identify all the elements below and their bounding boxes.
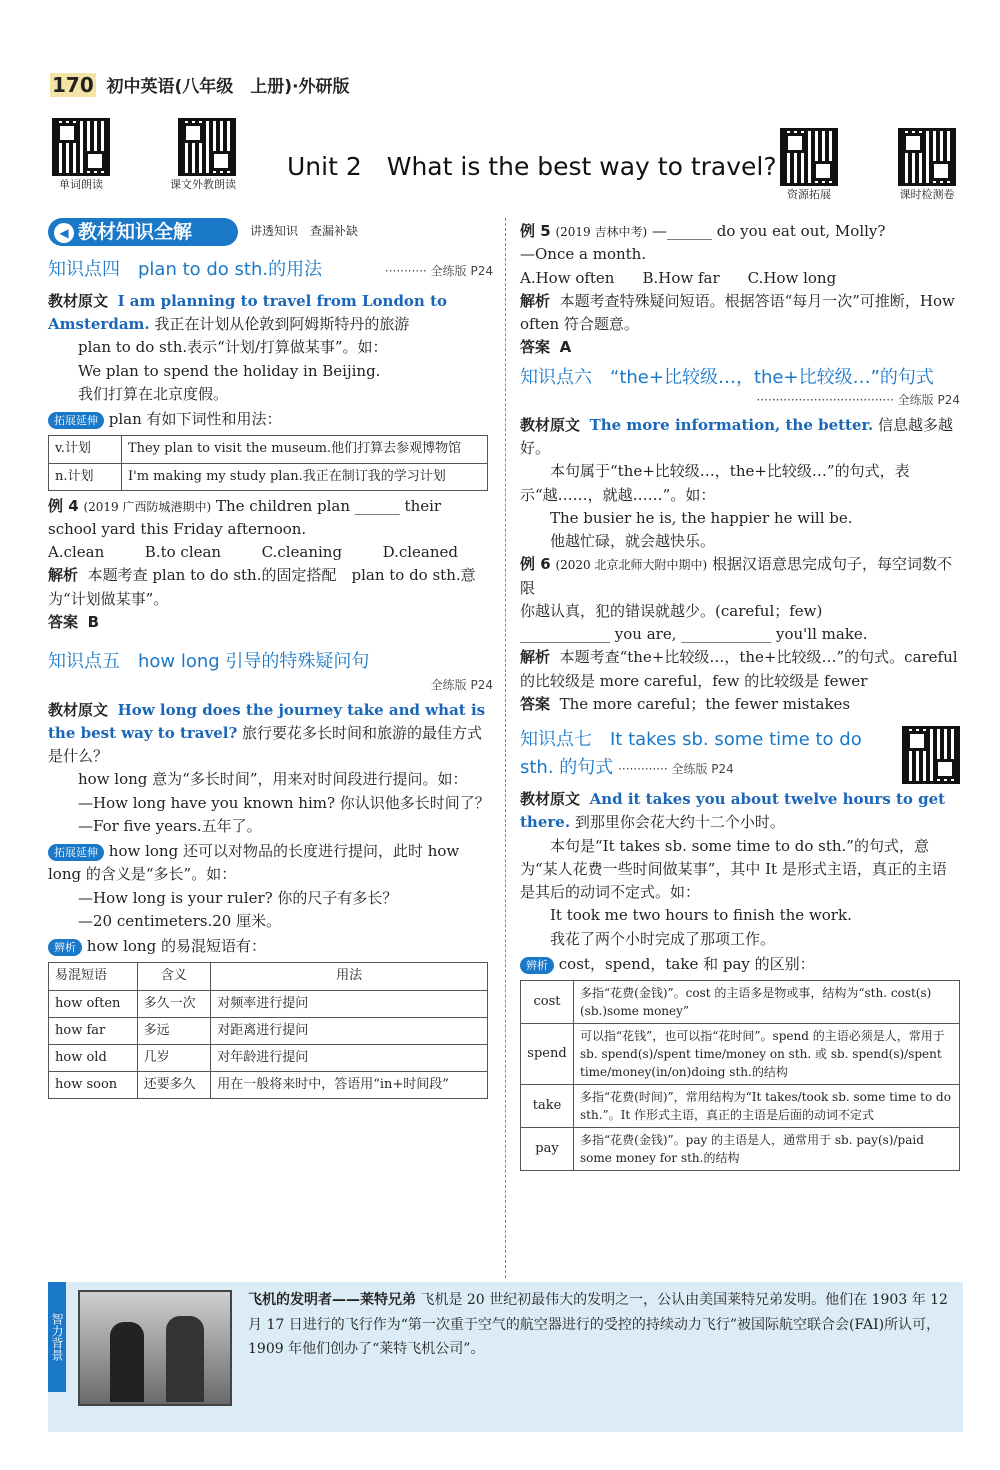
table-cell: pay bbox=[521, 1128, 574, 1171]
table-cell: n.计划 bbox=[49, 463, 122, 490]
table-header-cell: 含义 bbox=[137, 963, 211, 990]
distinction-text: cost，spend，take 和 pay 的区别： bbox=[558, 954, 815, 973]
example-6-blanks: ____________ you are, ____________ you'll make. bbox=[520, 625, 868, 644]
kp5-title: 知识点五 how long 引导的特殊疑问句 bbox=[48, 651, 370, 673]
wright-brothers-photo bbox=[78, 1290, 232, 1406]
side-tag: 智力背景 bbox=[48, 1282, 66, 1392]
background-text bbox=[248, 1288, 948, 1362]
example-4-answer bbox=[48, 611, 493, 634]
table-cell: 对年龄进行提问 bbox=[211, 1044, 488, 1071]
example-source: (2020 北京北师大附中期中) bbox=[555, 558, 708, 573]
table-row bbox=[521, 981, 960, 1024]
example-source: (2019 广西防城港期中) bbox=[83, 499, 212, 514]
cost-spend-take-pay-table bbox=[520, 980, 960, 1171]
orig-label: 教材原文 bbox=[520, 415, 581, 434]
analysis-label: 解析 bbox=[520, 648, 551, 667]
orig-label: 教材原文 bbox=[48, 700, 109, 719]
column-divider bbox=[505, 218, 507, 1278]
extension-badge: 拓展延伸 bbox=[48, 844, 104, 861]
example-source: (2019 吉林中考) bbox=[555, 225, 648, 239]
extension-text: how long 还可以对物品的长度进行提问，此时 how long 的含义是“多长”。如： bbox=[48, 842, 460, 884]
kp5-line: how long 意为“多长时间”，用来对时间段进行提问。如： bbox=[78, 770, 468, 789]
orig-chinese: 我正在计划从伦敦到阿姆斯特丹的旅游 bbox=[154, 315, 410, 334]
qr-lesson-test[interactable] bbox=[898, 128, 956, 203]
example-label: 例 4 bbox=[48, 496, 79, 515]
example-question: 根据汉语意思完成句子，每空词数不限 bbox=[520, 555, 952, 597]
kp5-heading bbox=[48, 648, 493, 694]
kp7-title: 知识点七 It takes sb. some time to do sth. 的句式 bbox=[520, 729, 862, 779]
qr-code-icon bbox=[52, 118, 110, 176]
distinction-text: how long 的易混短语有： bbox=[86, 937, 266, 956]
kp5-original bbox=[48, 699, 493, 769]
section-banner bbox=[48, 218, 238, 246]
kp7-line: It took me two hours to finish the work. bbox=[550, 906, 852, 925]
table-cell: They plan to visit the museum.他们打算去参观博物馆 bbox=[122, 436, 488, 463]
table-cell: take bbox=[521, 1085, 574, 1128]
qr-code-icon bbox=[780, 128, 838, 186]
page-number: 170 bbox=[52, 73, 94, 97]
example-6 bbox=[520, 553, 960, 600]
answer-value: B bbox=[87, 612, 99, 631]
kp4-title: 知识点四 plan to do sth.的用法 bbox=[48, 259, 323, 280]
answer-label: 答案 bbox=[520, 338, 551, 357]
analysis-text: 本题考查特殊疑问短语。根据答语“每月一次”可推断，How often 符合题意。 bbox=[520, 291, 955, 333]
option: D.cleaned bbox=[382, 543, 458, 562]
distinction-badge: 辨析 bbox=[520, 957, 554, 974]
example-label: 例 6 bbox=[520, 555, 551, 574]
analysis-label: 解析 bbox=[520, 291, 551, 310]
extension-text: plan 有如下词性和用法： bbox=[108, 410, 282, 429]
qr-label: 课时检测卷 bbox=[899, 188, 955, 201]
kp4-line: 我们打算在北京度假。 bbox=[78, 384, 229, 403]
orig-english: How long does the journey take and what is the best way to travel? bbox=[48, 700, 486, 742]
table-cell: 多指“花费(时间)”，常用结构为“It takes/took sb. some time to do sth.”。It 作形式主语，真正的主语是后面的动词不定式 bbox=[574, 1085, 960, 1128]
kp5-ext-line: —How long is your ruler? 你的尺子有多长？ bbox=[78, 888, 398, 907]
table-cell: how soon bbox=[49, 1071, 138, 1098]
kp7-line: 我花了两个小时完成了那项工作。 bbox=[550, 929, 776, 948]
orig-english: The more information, the better. bbox=[589, 415, 874, 434]
orig-english: And it takes you about twelve hours to get there. bbox=[520, 790, 946, 832]
qr-code-icon bbox=[898, 128, 956, 186]
table-row bbox=[49, 1017, 488, 1044]
orig-chinese: 信息越多越好。 bbox=[520, 415, 954, 458]
kp6-source: ···································· 全练版 P24 bbox=[756, 393, 960, 408]
table-header-row bbox=[49, 963, 488, 990]
right-column bbox=[520, 220, 960, 1171]
table-row bbox=[521, 1024, 960, 1085]
table-cell: 对频率进行提问 bbox=[211, 990, 488, 1017]
kp5-ext-line: —20 centimeters.20 厘米。 bbox=[78, 911, 282, 930]
kp7-original bbox=[520, 788, 960, 835]
kp5-distinction bbox=[48, 935, 493, 958]
background-body: 飞机是 20 世纪初最伟大的发明之一，公认由美国莱特兄弟发明。他们在 1903 年 12 月 17 日进行的飞行作为“第一次重于空气的航空器进行的受控的持续动力飞行”被国际航空联合会(FAI)所认可，1909 年他们创办了“莱特飞机公司”。 bbox=[248, 1292, 948, 1357]
example-4 bbox=[48, 495, 493, 542]
option: B.to clean bbox=[144, 543, 222, 562]
kp6-line: 他越忙碌，就会越快乐。 bbox=[550, 532, 716, 551]
background-title: 飞机的发明者——莱特兄弟 bbox=[248, 1292, 416, 1308]
qr-label: 单词朗读 bbox=[59, 178, 103, 191]
kp6-title: 知识点六 “the+比较级…，the+比较级…”的句式 bbox=[520, 366, 934, 388]
example-question: —______ do you eat out, Molly? bbox=[651, 222, 886, 240]
table-row bbox=[49, 463, 488, 490]
table-cell: 多指“花费(金钱)”。cost 的主语多是物或事，结构为“sth. cost(s)(sb.)some money” bbox=[574, 981, 960, 1024]
kp7-line: 本句是“It takes sb. some time to do sth.”的句式，意为“某人花费一些时间做某事”，其中 It 是形式主语，真正的主语是其后的动词不定式。如： bbox=[520, 836, 947, 902]
kp4-line: plan to do sth.表示“计划/打算做某事”。如： bbox=[78, 338, 388, 357]
kp6-heading bbox=[520, 364, 960, 410]
table-cell: 多远 bbox=[137, 1017, 211, 1044]
table-cell: I'm making my study plan.我正在制订我的学习计划 bbox=[122, 463, 488, 490]
kp4-source: ··········· 全练版 P24 bbox=[384, 264, 493, 278]
left-column bbox=[48, 256, 493, 1099]
answer-value: The more careful；the fewer mistakes bbox=[559, 694, 851, 713]
kp7-source: ············· 全练版 P24 bbox=[618, 762, 734, 777]
example-label: 例 5 bbox=[520, 222, 551, 240]
kp4-heading bbox=[48, 256, 493, 284]
kp6-line: 本句属于“the+比较级…，the+比较级…”的句式，表示“越……，就越……”。如： bbox=[520, 462, 910, 504]
orig-chinese: 到那里你会花大约十二个小时。 bbox=[574, 813, 785, 832]
table-cell: 多指“花费(金钱)”。pay 的主语是人，通常用于 sb. pay(s)/paid some money for sth.的结构 bbox=[574, 1128, 960, 1171]
answer-label: 答案 bbox=[48, 612, 79, 631]
kp5-source: 全练版 P24 bbox=[430, 678, 493, 693]
speaker-icon: ◀ bbox=[54, 223, 74, 243]
kp7-heading bbox=[520, 726, 960, 782]
orig-english: I am planning to travel from London to Amsterdam. bbox=[48, 291, 447, 334]
answer-value: A bbox=[559, 338, 572, 357]
plan-usage-table bbox=[48, 435, 488, 490]
qr-label: 课文外教朗读 bbox=[170, 178, 236, 191]
example-4-analysis bbox=[48, 564, 493, 611]
table-cell: spend bbox=[521, 1024, 574, 1085]
example-question: The children plan ______ their school yard this Friday afternoon. bbox=[48, 496, 442, 538]
table-row bbox=[49, 1044, 488, 1071]
qr-text-reading[interactable] bbox=[170, 118, 236, 193]
table-cell: how old bbox=[49, 1044, 138, 1071]
distinction-badge: 辨析 bbox=[48, 939, 82, 956]
analysis-text: 本题考查 plan to do sth.的固定搭配 plan to do sth.意为“计划做某事”。 bbox=[48, 566, 476, 608]
page-header bbox=[50, 70, 350, 101]
table-cell: v.计划 bbox=[49, 436, 122, 463]
option: C.cleaning bbox=[261, 543, 343, 562]
example-6-chinese: 你越认真，犯的错误就越少。(careful；few) bbox=[520, 601, 823, 620]
book-title: 初中英语(八年级 上册)·外研版 bbox=[106, 77, 350, 97]
extension-badge: 拓展延伸 bbox=[48, 412, 104, 429]
option: A.How often bbox=[520, 268, 615, 287]
qr-code-icon[interactable] bbox=[902, 726, 960, 784]
kp7-distinction bbox=[520, 953, 960, 976]
kp4-line: We plan to spend the holiday in Beijing. bbox=[78, 361, 381, 380]
unit-title: Unit 2 What is the best way to travel? bbox=[287, 152, 777, 181]
orig-label: 教材原文 bbox=[48, 291, 109, 310]
table-header-cell: 用法 bbox=[211, 963, 488, 990]
table-cell: 还要多久 bbox=[137, 1071, 211, 1098]
example-5-options bbox=[520, 267, 960, 290]
example-5 bbox=[520, 220, 960, 243]
example-5-answer bbox=[520, 336, 960, 359]
kp4-original bbox=[48, 290, 493, 337]
example-6-analysis bbox=[520, 646, 960, 693]
example-reply: —Once a month. bbox=[520, 245, 647, 264]
table-header-cell: 易混短语 bbox=[49, 963, 138, 990]
table-row bbox=[49, 1071, 488, 1098]
table-cell: 多久一次 bbox=[137, 990, 211, 1017]
table-row bbox=[521, 1085, 960, 1128]
kp5-extension bbox=[48, 840, 493, 887]
option: B.How far bbox=[642, 268, 720, 287]
how-phrases-table bbox=[48, 962, 488, 1099]
table-cell: 用在一般将来时中，答语用“in+时间段” bbox=[211, 1071, 488, 1098]
example-4-options bbox=[48, 541, 458, 564]
example-6-answer bbox=[520, 693, 960, 716]
answer-label: 答案 bbox=[520, 694, 551, 713]
qr-resources[interactable] bbox=[780, 128, 838, 203]
table-row bbox=[49, 436, 488, 463]
table-row bbox=[49, 990, 488, 1017]
table-cell: how far bbox=[49, 1017, 138, 1044]
table-cell: cost bbox=[521, 981, 574, 1024]
section-banner-subtitle: 讲透知识 查漏补缺 bbox=[250, 224, 359, 238]
kp6-original bbox=[520, 414, 960, 461]
section-banner-title: 教材知识全解 bbox=[78, 221, 193, 243]
orig-chinese: 旅行要花多长时间和旅游的最佳方式是什么？ bbox=[48, 723, 483, 766]
person-silhouette bbox=[166, 1316, 204, 1402]
qr-label: 资源拓展 bbox=[787, 188, 831, 201]
option: C.How long bbox=[747, 268, 837, 287]
table-cell: how often bbox=[49, 990, 138, 1017]
kp5-line: —For five years.五年了。 bbox=[78, 816, 262, 835]
kp5-line: —How long have you known him? 你认识他多长时间了？ bbox=[78, 793, 490, 812]
orig-label: 教材原文 bbox=[520, 790, 581, 809]
table-cell: 可以指“花钱”，也可以指“花时间”。spend 的主语必须是人，常用于 sb. spend(s)/spent time/money on sth. 或 sb. spend(s)/spent time/money(in/on)doing sth.的结构 bbox=[574, 1024, 960, 1085]
background-info-panel bbox=[48, 1282, 963, 1432]
table-cell: 对距离进行提问 bbox=[211, 1017, 488, 1044]
example-5-analysis bbox=[520, 290, 960, 337]
qr-code-icon bbox=[178, 118, 236, 176]
qr-word-reading[interactable] bbox=[52, 118, 110, 193]
kp4-extension bbox=[48, 408, 493, 431]
kp6-line: The busier he is, the happier he will be. bbox=[550, 508, 853, 527]
analysis-label: 解析 bbox=[48, 566, 79, 585]
option: A.clean bbox=[48, 543, 105, 562]
analysis-text: 本题考查“the+比较级…，the+比较级…”的句式。careful 的比较级是 more careful，few 的比较级是 fewer bbox=[520, 648, 958, 690]
person-silhouette bbox=[110, 1322, 144, 1402]
table-cell: 几岁 bbox=[137, 1044, 211, 1071]
table-row bbox=[521, 1128, 960, 1171]
